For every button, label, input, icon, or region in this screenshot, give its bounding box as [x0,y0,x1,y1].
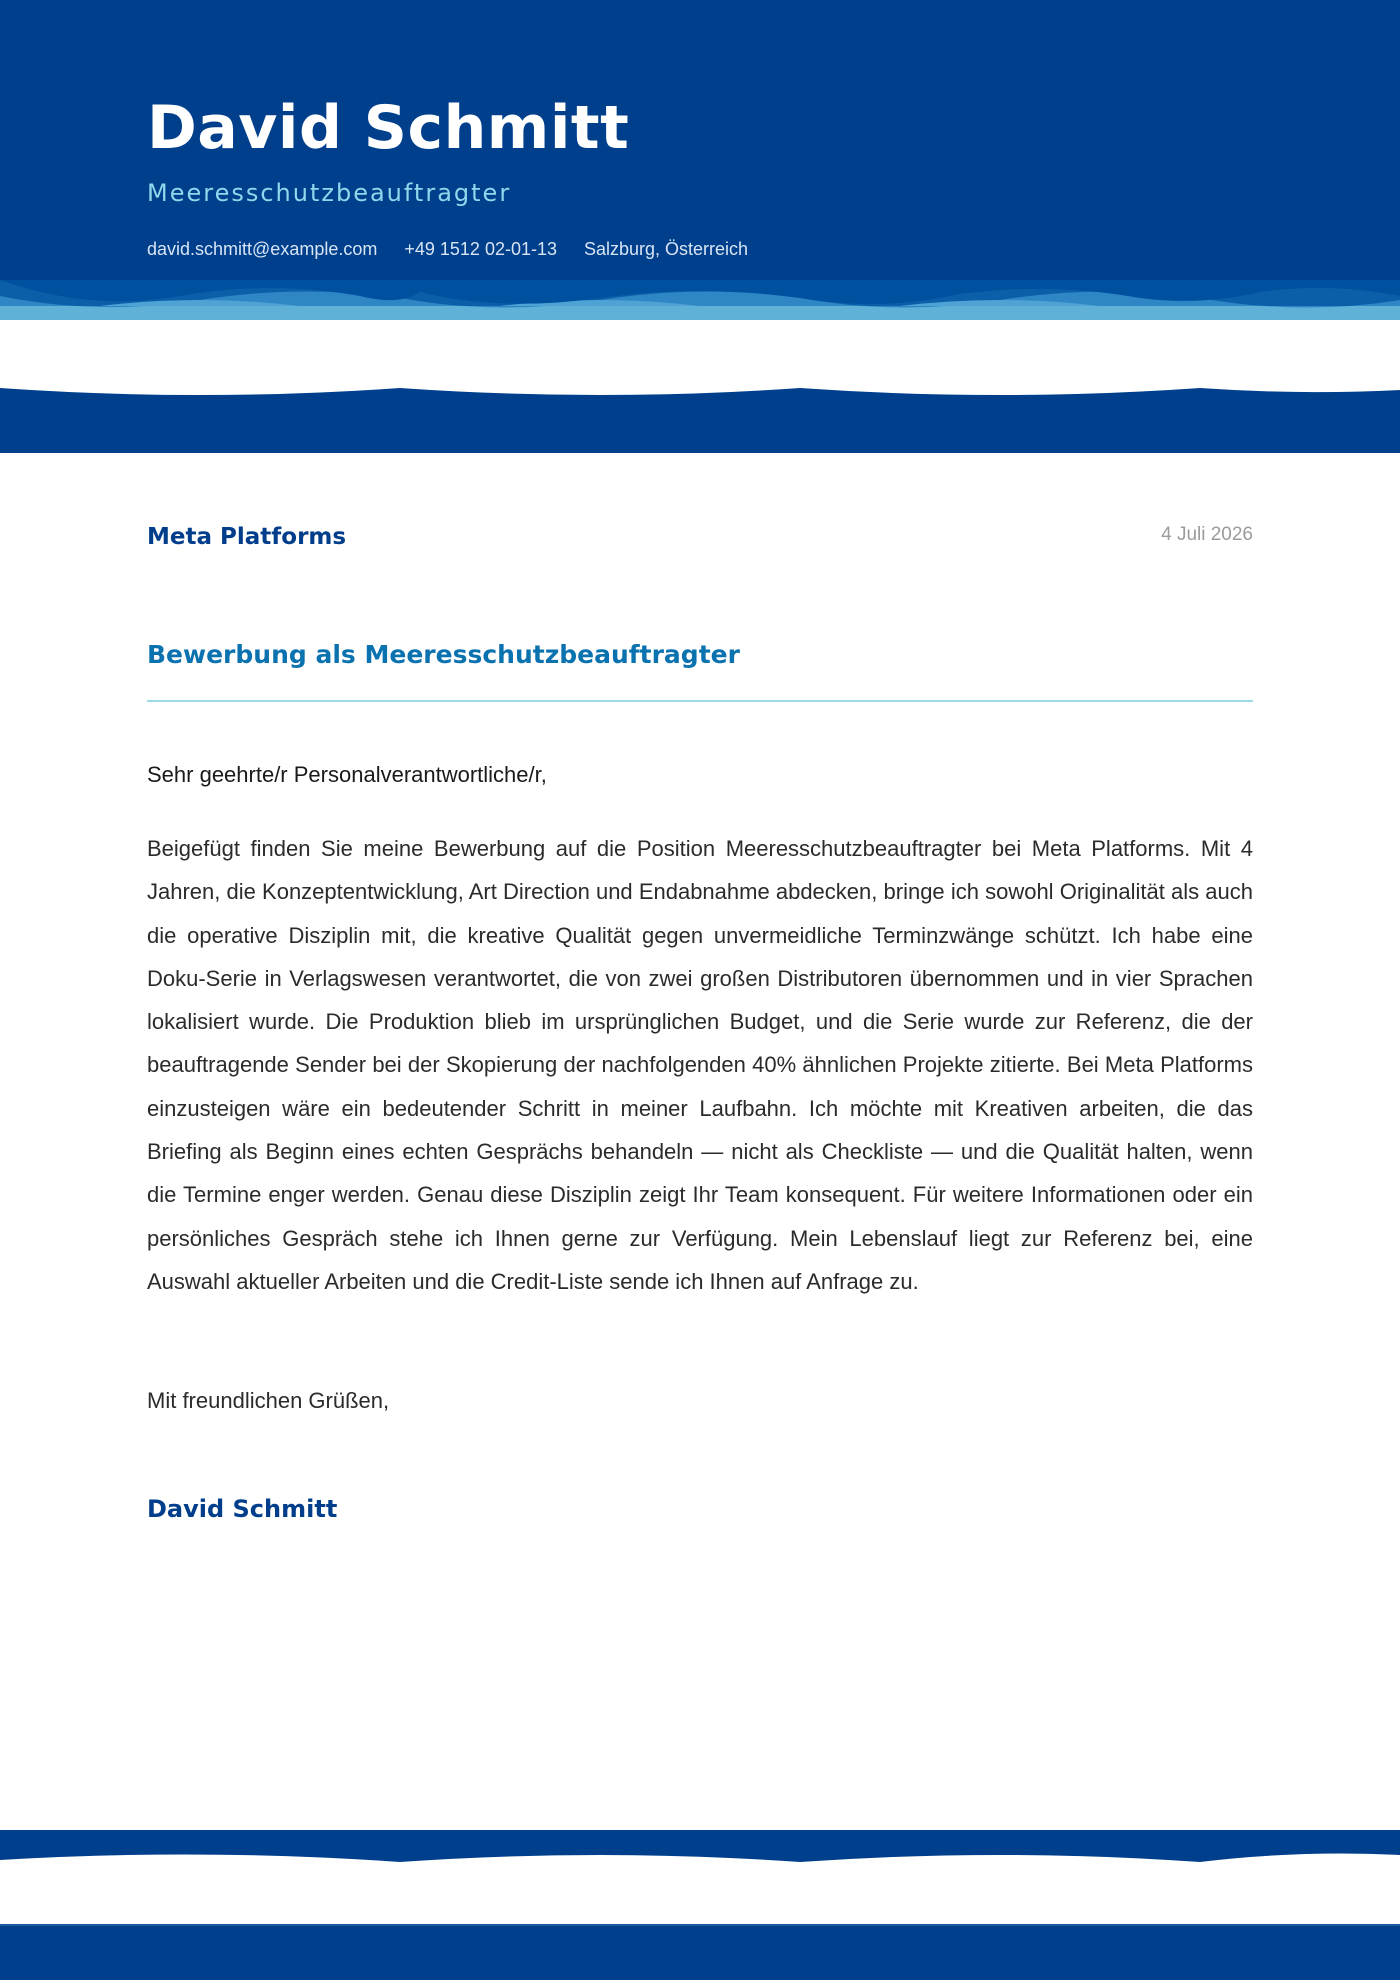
subject-divider [147,700,1253,702]
letter-subject: Bewerbung als Meeresschutzbeauftragter [147,640,740,669]
letter-date: 4 Juli 2026 [1161,524,1253,545]
footer-wave-graphic [0,1830,1400,1980]
applicant-role: Meeresschutzbeauftragter [147,179,512,207]
top-wave-graphic [0,380,1400,453]
letter-paragraph: Beigefügt finden Sie meine Bewerbung auf die Position Meeresschutzbeauftragter bei Meta Platforms. Mit 4 Jahren, die Konzeptentwicklung, Art Direction und Endabnahme abdecken, bringe ich sowohl Originalität als auch die operative Disziplin mit, die kreative Qualität gegen unvermeidliche Terminzwänge schützt. Ich habe eine Doku-Serie in Verlagswesen verantwortet, die von zwei großen Distributoren übernommen und in vier Sprachen lokalisiert wurde. Die Produktion blieb im ursprünglichen Budget, und die Serie wurde zur Referenz, die der beauftragende Sender bei der Skopierung der nachfolgenden 40% ähnlichen Projekte zitierte. Bei Meta Platforms einzusteigen wäre ein bedeutender Schritt in meiner Laufbahn. Ich möchte mit Kreativen arbeiten, die das Briefing als Beginn eines echten Gesprächs behandeln — nicht als Checkliste — und die Qualität halten, wenn die Termine enger werden. Genau diese Disziplin zeigt Ihr Team konsequent. Für weitere Informationen oder ein persönliches Gespräch stehe ich Ihnen gerne zur Verfügung. Mein Lebenslauf liegt zur Referenz bei, eine Auswahl aktueller Arbeiten und die Credit-Liste sende ich Ihnen auf Anfrage zu. [147,836,1253,1294]
contact-info [147,237,748,261]
recipient-company: Meta Platforms [147,524,347,550]
recipient-row [147,500,1253,580]
letter-header [0,0,1400,320]
contact-location: Salzburg, Österreich [584,239,749,259]
contact-email[interactable]: david.schmitt@example.com [147,239,378,259]
salutation: Sehr geehrte/r Personalverantwortliche/r, [147,762,547,787]
closing: Mit freundlichen Grüßen, [147,1388,390,1413]
footer-wave-band [0,1830,1400,1980]
top-wave-band [0,380,1400,453]
contact-phone[interactable]: +49 1512 02-01-13 [404,239,557,259]
applicant-name: David Schmitt [147,93,630,163]
signature-name: David Schmitt [147,1495,338,1523]
